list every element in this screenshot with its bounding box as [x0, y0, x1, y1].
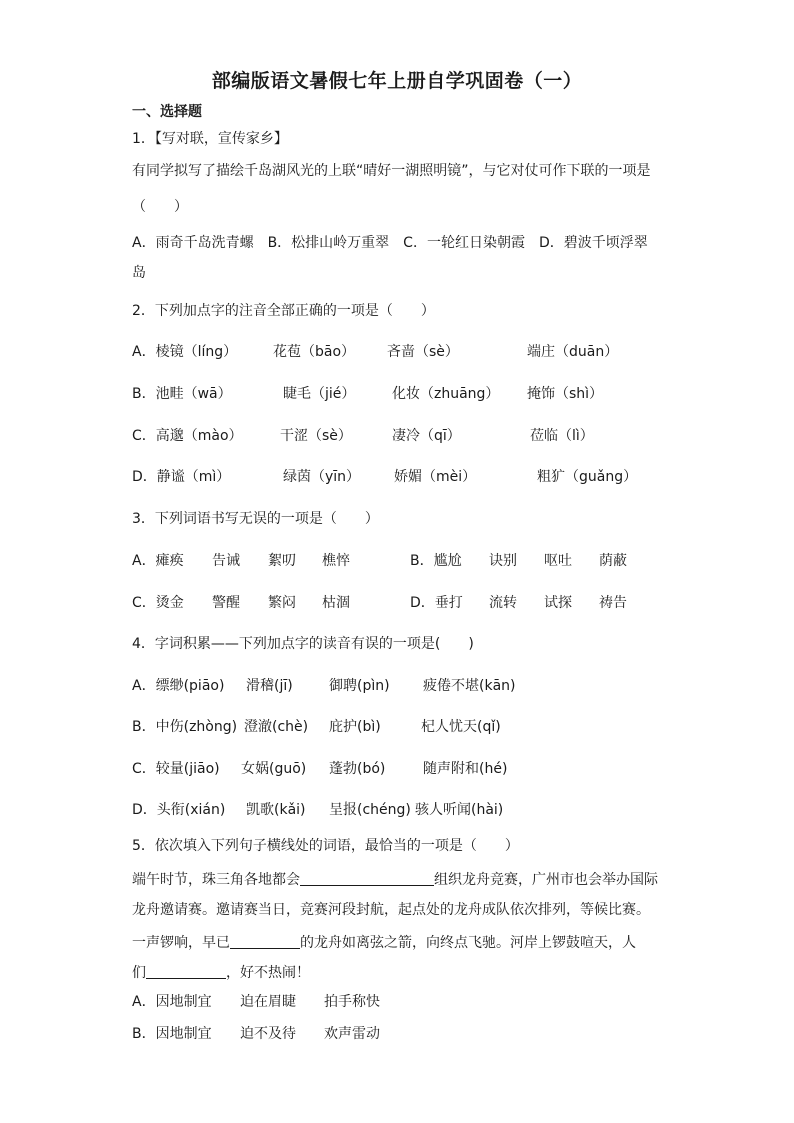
- q2-option-a-1: A．棱镜（líng）: [132, 344, 238, 360]
- q2-option-c-4: 莅临（lì）: [530, 428, 594, 444]
- q3-option-b-4: 荫蔽: [599, 553, 627, 569]
- q2-option-d-2: 绿茵（yīn）: [283, 469, 361, 485]
- q2-option-a-4: 端庄（duān）: [527, 344, 619, 360]
- q5-text: 一声锣响，早已: [132, 935, 230, 951]
- q3-option-b-2: 诀别: [489, 553, 517, 569]
- q4-option-d-1: D．头衔(xián): [132, 802, 226, 818]
- q5-option-b-1: B．因地制宜: [132, 1026, 212, 1042]
- q2-option-b-1: B．池畦（wā）: [132, 386, 232, 402]
- q4-option-c-3: 蓬勃(bó): [329, 761, 386, 777]
- q5-option-a-3: 拍手称快: [324, 994, 380, 1010]
- q3-option-a-4: 樵悴: [322, 553, 350, 569]
- q1-answer-paren: （ ）: [132, 199, 188, 215]
- section-heading: 一、选择题: [132, 104, 202, 120]
- q3-option-c-4: 枯涸: [322, 595, 350, 611]
- q5-option-b-3: 欢声雷动: [324, 1026, 380, 1042]
- q1-options-wrap: 岛: [132, 265, 146, 281]
- q5-text: ，好不热闹！: [226, 965, 310, 981]
- q1-options: A．雨奇千岛洗青螺 B．松排山岭万重翠 C．一轮红日染朝霞 D．碧波千顷浮翠: [132, 235, 648, 251]
- q2-option-c-1: C．高邈（mào）: [132, 428, 243, 444]
- q4-option-a-3: 御聘(pìn): [329, 678, 390, 694]
- q4-option-b-3: 庇护(bì): [329, 719, 381, 735]
- q5-passage-line-1: [132, 870, 658, 889]
- q4-option-c-2: 女娲(guō): [241, 761, 307, 777]
- q5-passage-line-4: [132, 963, 310, 982]
- q3-option-d-2: 流转: [489, 595, 517, 611]
- q4-option-b-1: B．中伤(zhòng): [132, 719, 238, 735]
- q5-text: 的龙舟如离弦之箭，向终点飞驰。河岸上锣鼓喧天，人: [300, 935, 636, 951]
- q5-passage-line-2: 龙舟邀请赛。邀请赛当日，竞赛河段封航，起点处的龙舟成队依次排列，等候比赛。: [132, 902, 650, 918]
- q3-stem: 3．下列词语书写无误的一项是（ ）: [132, 511, 379, 527]
- q1-heading: 1．【写对联，宣传家乡】: [132, 131, 288, 147]
- q3-option-a-1: A．瘫痪: [132, 553, 184, 569]
- q2-option-c-3: 凄冷（qī）: [392, 428, 461, 444]
- q3-option-c-3: 繁闷: [268, 595, 296, 611]
- q4-option-a-1: A．缥缈(piāo): [132, 678, 225, 694]
- q5-option-a-1: A．因地制宜: [132, 994, 212, 1010]
- q4-option-a-2: 滑稽(jī): [246, 678, 293, 694]
- q5-blank-3: [146, 963, 226, 979]
- q4-option-d-2: 凯歌(kǎi): [246, 802, 306, 818]
- q4-option-b-2: 澄澈(chè): [244, 719, 309, 735]
- q4-option-c-4: 随声附和(hé): [423, 761, 508, 777]
- q5-option-b-2: 迫不及待: [240, 1026, 296, 1042]
- q5-stem: 5．依次填入下列句子横线处的词语，最恰当的一项是（ ）: [132, 838, 519, 854]
- q4-option-d-3: 呈报(chéng): [329, 802, 411, 818]
- q5-text: 端午时节，珠三角各地都会: [132, 872, 300, 888]
- q5-blank-2: [230, 933, 300, 949]
- q2-option-a-2: 花苞（bāo）: [273, 344, 356, 360]
- q3-option-a-2: 告诫: [212, 553, 240, 569]
- q5-passage-line-3: [132, 933, 636, 952]
- q3-option-c-2: 警醒: [212, 595, 240, 611]
- q1-stem: 有同学拟写了描绘千岛湖风光的上联“晴好一湖照明镜”，与它对仗可作下联的一项是: [132, 163, 651, 179]
- q5-option-a-2: 迫在眉睫: [240, 994, 296, 1010]
- q4-option-d-4: 骇人听闻(hài): [415, 802, 504, 818]
- q2-option-d-4: 粗犷（guǎng）: [537, 469, 638, 485]
- q2-stem: 2．下列加点字的注音全部正确的一项是（ ）: [132, 303, 435, 319]
- q3-option-d-4: 祷告: [599, 595, 627, 611]
- q2-option-d-3: 娇媚（mèi）: [394, 469, 477, 485]
- q3-option-c-1: C．烫金: [132, 595, 184, 611]
- q5-text: 组织龙舟竞赛，广州市也会举办国际: [434, 872, 658, 888]
- page-title: 部编版语文暑假七年上册自学巩固卷（一）: [211, 70, 583, 92]
- q2-option-a-3: 吝啬（sè）: [387, 344, 459, 360]
- q4-option-b-4: 杞人忧天(qǐ): [421, 719, 501, 735]
- q5-blank-1: [300, 870, 434, 886]
- q2-option-d-1: D．静谧（mì）: [132, 469, 231, 485]
- q4-stem: 4．字词积累——下列加点字的读音有误的一项是( ): [132, 636, 474, 652]
- q3-option-b-1: B．尴尬: [410, 553, 462, 569]
- q2-option-b-2: 睫毛（jié）: [283, 386, 356, 402]
- q3-option-d-3: 试探: [544, 595, 572, 611]
- q5-text: 们: [132, 965, 146, 981]
- q2-option-b-3: 化妆（zhuāng）: [392, 386, 500, 402]
- q2-option-c-2: 干涩（sè）: [280, 428, 352, 444]
- q3-option-d-1: D．垂打: [410, 595, 463, 611]
- q3-option-b-3: 呕吐: [544, 553, 572, 569]
- q3-option-a-3: 絮叨: [268, 553, 296, 569]
- q4-option-c-1: C．较量(jiāo): [132, 761, 220, 777]
- q2-option-b-4: 掩饰（shì）: [527, 386, 604, 402]
- q4-option-a-4: 疲倦不堪(kān): [423, 678, 516, 694]
